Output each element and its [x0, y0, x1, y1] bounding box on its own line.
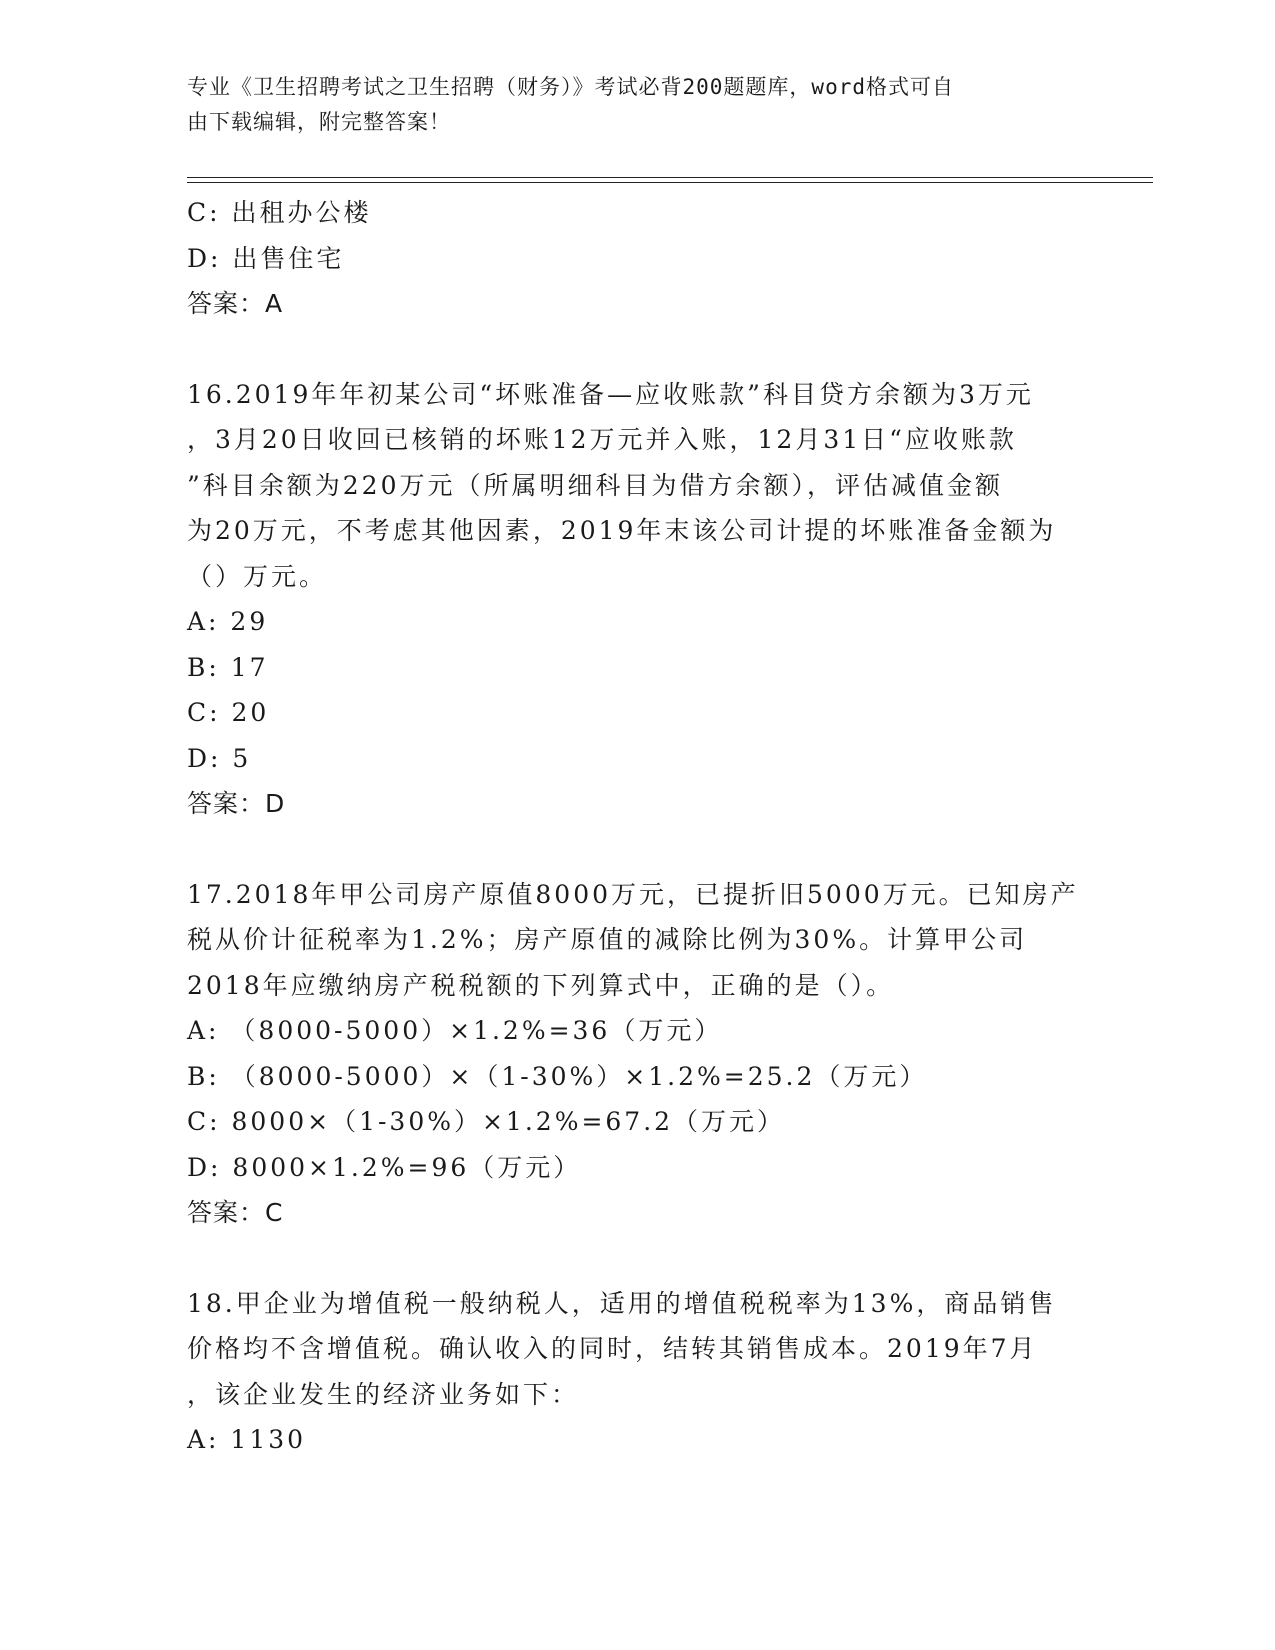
option-c: C: 出租办公楼	[187, 198, 372, 227]
header-line-1: 专业《卫生招聘考试之卫生招聘（财务）》考试必背200题题库，word格式可自	[187, 75, 954, 99]
question-17	[187, 872, 1087, 1236]
question-text-line: ”科目余额为220万元（所属明细科目为借方余额），评估减值金额	[187, 470, 1004, 500]
question-text-line: 价格均不含增值税。确认收入的同时，结转其销售成本。2019年7月	[187, 1334, 1038, 1363]
option-b: B: （8000-5000）×（1-30%）×1.2%=25.2（万元）	[187, 1061, 928, 1091]
option-c: C: 20	[187, 698, 270, 727]
option-a: A: 29	[187, 607, 269, 636]
question-text-line: 17.2018年甲公司房产原值8000万元，已提折旧5000万元。已知房产	[187, 879, 1079, 909]
header-divider-top	[187, 177, 1153, 178]
question-15-tail	[187, 190, 1087, 327]
header-divider-bottom	[187, 182, 1153, 183]
question-text-line: 16.2019年年初某公司“坏账准备—应收账款”科目贷方余额为3万元	[187, 379, 1034, 409]
option-d: D: 出售住宅	[187, 243, 345, 273]
option-d: D: 8000×1.2%=96（万元）	[187, 1152, 582, 1182]
option-a: A: （8000-5000）×1.2%=36（万元）	[187, 1016, 723, 1045]
question-text-line: 税从价计征税率为1.2%；房产原值的减除比例为30%。计算甲公司	[187, 925, 1028, 954]
header-line-2: 由下载编辑，附完整答案！	[187, 110, 451, 134]
answer-line: 答案：A	[187, 289, 284, 318]
option-d: D: 5	[187, 743, 252, 773]
question-text-line: ，3月20日收回已核销的坏账12万元并入账，12月31日“应收账款	[187, 425, 1017, 454]
question-18	[187, 1281, 1087, 1463]
question-text-line: 为20万元，不考虑其他因素，2019年末该公司计提的坏账准备金额为	[187, 516, 1057, 545]
answer-line: 答案：C	[187, 1198, 284, 1227]
option-b: B: 17	[187, 652, 269, 682]
question-text-line: 2018年应缴纳房产税税额的下列算式中，正确的是（）。	[187, 970, 895, 1000]
document-body	[187, 190, 1087, 1463]
document-header	[187, 70, 1067, 140]
question-text-line: （）万元。	[187, 561, 328, 591]
question-text-line: ，该企业发生的经济业务如下：	[187, 1379, 580, 1409]
option-a: A: 1130	[187, 1425, 307, 1454]
answer-line: 答案：D	[187, 789, 286, 818]
question-text-line: 18.甲企业为增值税一般纳税人，适用的增值税税率为13%，商品销售	[187, 1288, 1057, 1318]
option-c: C: 8000×（1-30%）×1.2%=67.2（万元）	[187, 1107, 786, 1136]
question-16	[187, 372, 1087, 827]
